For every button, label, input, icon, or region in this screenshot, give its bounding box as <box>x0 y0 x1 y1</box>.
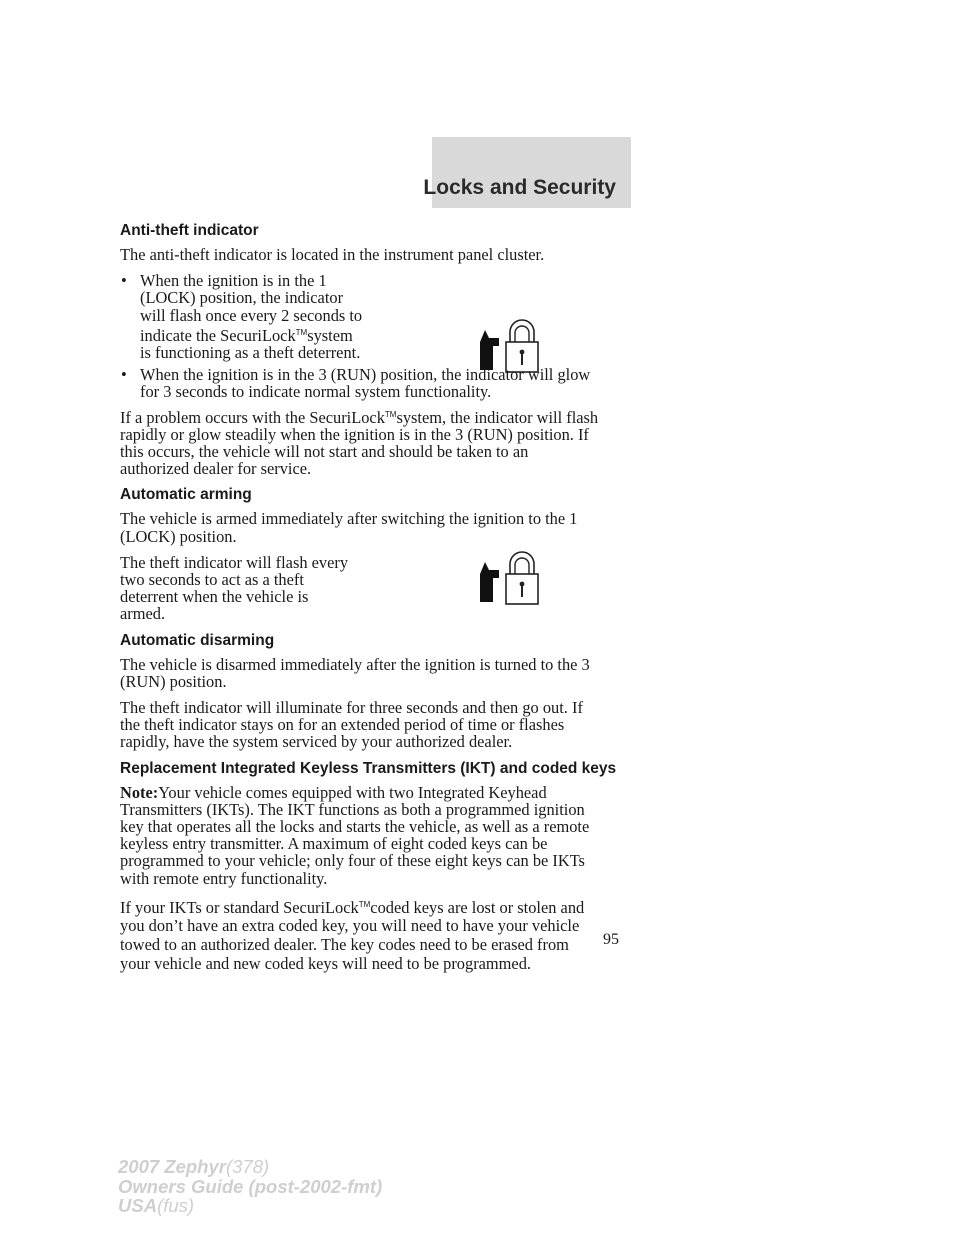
text-line: When the ignition is in the 3 (RUN) position, the indicator will glow <box>140 365 591 385</box>
heading-anti-theft-indicator: Anti-theft indicator <box>120 222 259 239</box>
trademark-mark: TM <box>384 409 397 419</box>
text-line: The theft indicator will flash every <box>120 552 349 572</box>
note-label: Note: <box>120 782 159 802</box>
text-line: system <box>307 325 353 345</box>
text-line: (LOCK) position, the indicator <box>140 288 344 308</box>
text-line: will flash once every 2 seconds to <box>140 305 363 325</box>
arming-paragraph-2 <box>120 554 382 623</box>
footer-model: 2007 Zephyr <box>118 1156 226 1177</box>
anti-theft-lock-icon <box>477 550 541 610</box>
footer-watermark <box>118 1157 382 1216</box>
page-content <box>120 222 632 982</box>
text-line: coded keys are lost or stolen and <box>370 897 585 917</box>
trademark-mark: TM <box>358 899 371 909</box>
text-line: The vehicle is disarmed immediately after the ignition is turned to the 3 <box>120 654 590 674</box>
text-line: Transmitters (IKTs). The IKT functions as both a programmed ignition <box>120 799 585 819</box>
text-line: The vehicle is armed immediately after switching the ignition to the 1 <box>120 509 578 529</box>
heading-automatic-disarming: Automatic disarming <box>120 631 275 649</box>
text-line: this occurs, the vehicle will not start and should be taken to an <box>120 442 529 462</box>
arming-paragraph-1 <box>120 510 632 544</box>
footer-code: (378) <box>225 1156 270 1177</box>
text-line: you don’t have an extra coded key, you will need to have your vehicle <box>120 916 580 936</box>
text-line: towed to an authorized dealer. The key codes need to be erased from <box>120 935 569 955</box>
bullet-dot: • <box>121 365 127 385</box>
heading-replacement-ikt: Replacement Integrated Keyless Transmitters (IKT) and coded keys <box>120 759 617 777</box>
bullet-lock-position-block <box>120 272 632 361</box>
arming-icon-block <box>120 554 632 623</box>
bullet-dot: • <box>121 271 127 291</box>
bullet-item-lock <box>120 272 402 361</box>
text-line: indicate the SecuriLock <box>140 325 296 345</box>
text-line: The theft indicator will illuminate for three seconds and then go out. If <box>120 698 583 718</box>
text-line: key that operates all the locks and starts the vehicle, as well as a remote <box>120 817 590 837</box>
heading-automatic-arming: Automatic arming <box>120 486 252 504</box>
text-line: is functioning as a theft deterrent. <box>140 343 361 363</box>
disarming-paragraph-2 <box>120 699 632 751</box>
trademark-mark: TM <box>295 327 308 337</box>
text-line: two seconds to act as a theft <box>120 570 304 590</box>
anti-theft-problem-paragraph <box>120 406 632 478</box>
replacement-note-paragraph <box>120 784 632 887</box>
text-line: (RUN) position. <box>120 671 227 691</box>
text-line: armed. <box>120 604 166 624</box>
text-line: keyless entry transmitter. A maximum of eight coded keys can be <box>120 834 548 854</box>
text-line: If a problem occurs with the SecuriLock <box>120 407 385 427</box>
footer-market: USA <box>118 1195 158 1216</box>
disarming-paragraph-1 <box>120 656 632 690</box>
text-line: rapidly or glow steadily when the ignition is in the 3 (RUN) position. If <box>120 424 589 444</box>
text-line: Your vehicle comes equipped with two Integrated Keyhead <box>158 782 547 802</box>
text-line: authorized dealer for service. <box>120 459 312 479</box>
text-line: rapidly, have the system serviced by your authorized dealer. <box>120 732 513 752</box>
text-line: the theft indicator stays on for an extended period of time or flashes <box>120 715 565 735</box>
text-line: If your IKTs or standard SecuriLock <box>120 897 359 917</box>
anti-theft-intro: The anti-theft indicator is located in the instrument panel cluster. <box>120 245 545 264</box>
text-line: system, the indicator will flash <box>396 407 599 427</box>
bullet-item-run <box>120 366 632 400</box>
text-line: deterrent when the vehicle is <box>120 587 309 607</box>
text-line: (LOCK) position. <box>120 526 237 546</box>
text-line: When the ignition is in the 1 <box>140 271 327 291</box>
page-number: 95 <box>603 931 619 948</box>
text-line: with remote entry functionality. <box>120 868 328 888</box>
text-line: for 3 seconds to indicate normal system functionality. <box>140 382 492 402</box>
footer-guide-title: Owners Guide (post-2002-fmt) <box>118 1175 383 1197</box>
text-line: programmed to your vehicle; only four of these eight keys can be IKTs <box>120 851 585 871</box>
replacement-lost-keys-paragraph <box>120 896 632 973</box>
footer-market-code: (fus) <box>157 1195 195 1216</box>
section-title: Locks and Security <box>423 176 616 199</box>
text-line: your vehicle and new coded keys will need to be programmed. <box>120 953 531 973</box>
